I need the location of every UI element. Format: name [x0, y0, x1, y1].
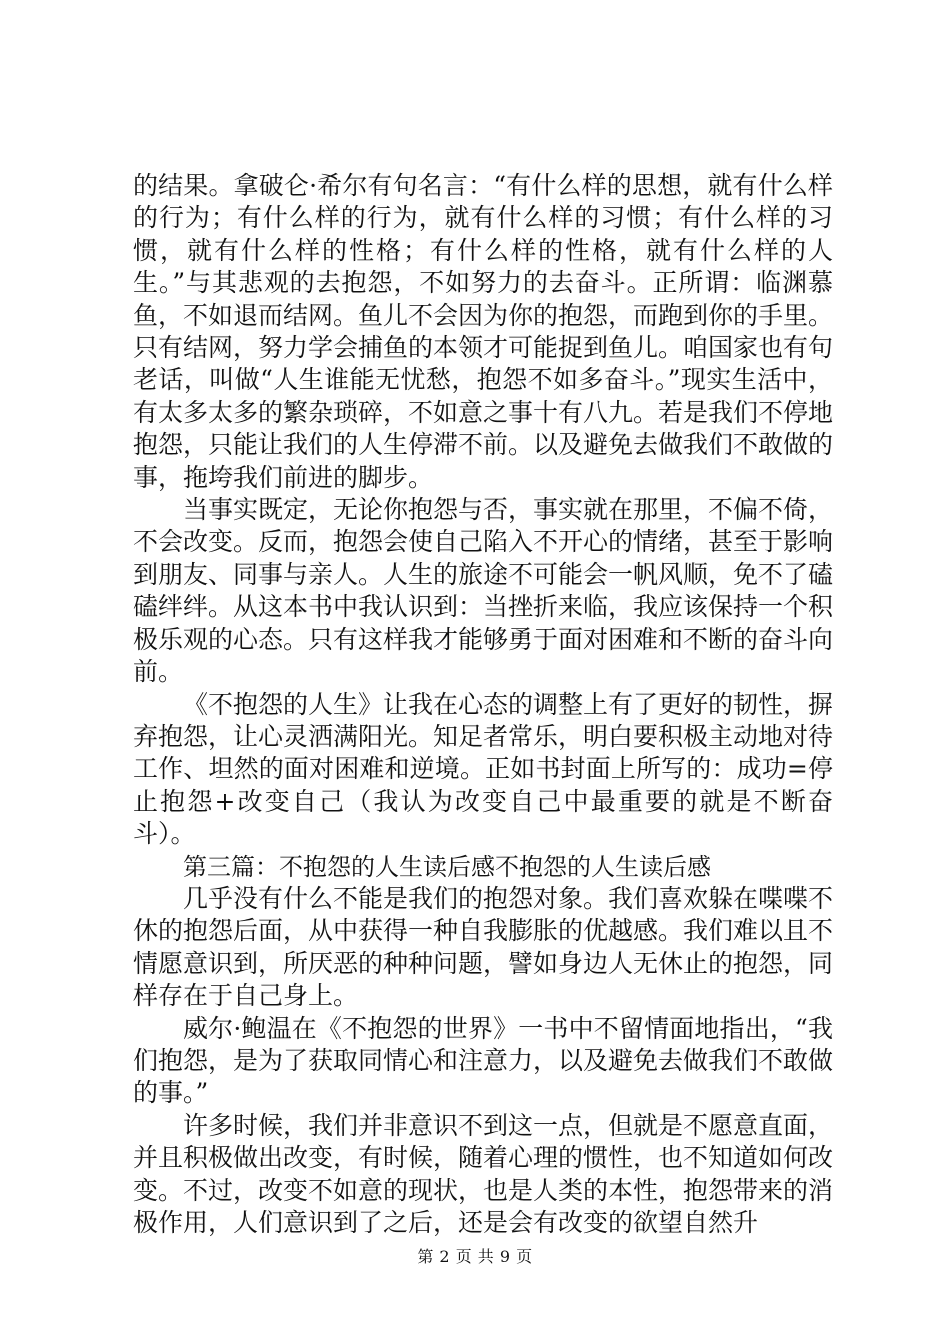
paragraph: 威尔·鲍温在《不抱怨的世界》一书中不留情面地指出，“我们抱怨，是为了获取同情心和注意力，以及避免去做我们不敢做的事。” [133, 1013, 834, 1108]
paragraph: 的结果。拿破仑·希尔有句名言：“有什么样的思想，就有什么样的行为；有什么样的行为，就有什么样的习惯；有什么样的习惯，就有什么样的性格；有什么样的性格，就有什么样的人生。”与其悲观的去抱怨，不如努力的去奋斗。正所谓：临渊慕鱼，不如退而结网。鱼儿不会因为你的抱怨，而跑到你的手里。只有结网，努力学会捕鱼的本领才可能捉到鱼儿。咱国家也有句老话，叫做“人生谁能无忧愁，抱怨不如多奋斗。”现实生活中，有太多太多的繁杂琐碎，不如意之事十有八九。若是我们不停地抱怨，只能让我们的人生停滞不前。以及避免去做我们不敢做的事，拖垮我们前进的脚步。 [133, 171, 834, 492]
paragraph: 当事实既定，无论你抱怨与否，事实就在那里，不偏不倚，不会改变。反而，抱怨会使自己陷入不开心的情绪，甚至于影响到朋友、同事与亲人。人生的旅途不可能会一帆风顺，免不了磕磕绊绊。从这本书中我认识到：当挫折来临，我应该保持一个积极乐观的心态。只有这样我才能够勇于面对困难和不断的奋斗向前。 [133, 495, 834, 687]
paragraph: 《不抱怨的人生》让我在心态的调整上有了更好的韧性，摒弃抱怨，让心灵洒满阳光。知足者常乐，明白要积极主动地对待工作、坦然的面对困难和逆境。正如书封面上所写的：成功=停止抱怨+改变自己（我认为改变自己中最重要的就是不断奋斗）。 [133, 689, 834, 849]
paragraph: 几乎没有什么不能是我们的抱怨对象。我们喜欢躲在喋喋不休的抱怨后面，从中获得一种自我膨胀的优越感。我们难以且不情愿意识到，所厌恶的种种问题，譬如身边人无休止的抱怨，同样存在于自己身上。 [133, 883, 834, 1011]
page-number-label: 第 2 页 共 9 页 [417, 1247, 533, 1266]
page-footer [0, 1244, 950, 1267]
section-heading: 第三篇：不抱怨的人生读后感不抱怨的人生读后感 [183, 852, 711, 881]
paragraph: 许多时候，我们并非意识不到这一点，但就是不愿意直面，并且积极做出改变，有时候，随着心理的惯性，也不知道如何改变。不过，改变不如意的现状，也是人类的本性，抱怨带来的消极作用，人们意识到了之后，还是会有改变的欲望自然升 [133, 1110, 834, 1237]
document-body [133, 170, 833, 1239]
